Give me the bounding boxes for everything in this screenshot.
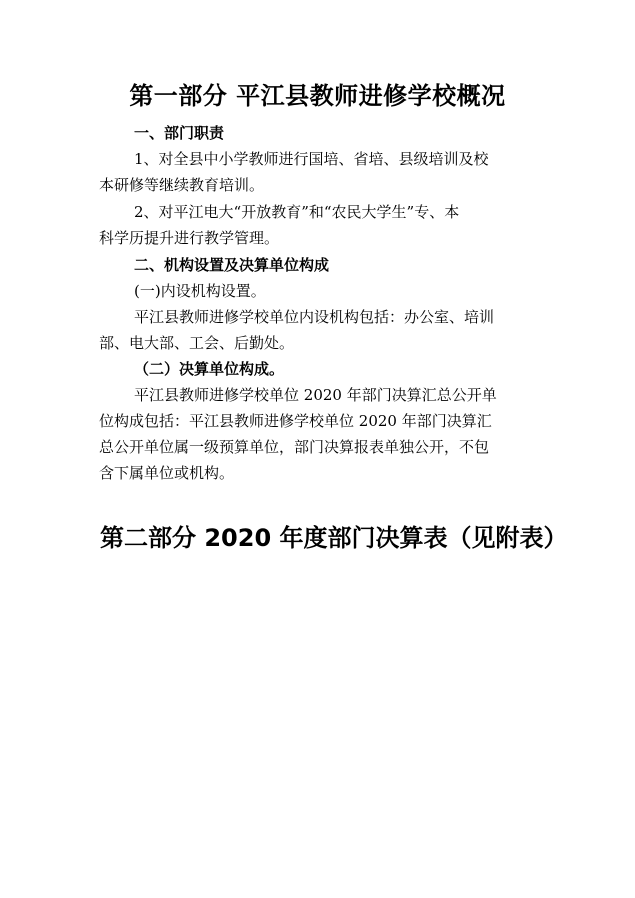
part1-title: 第一部分 平江县教师进修学校概况 (129, 82, 506, 110)
duty2-line2: 科学历提升进行教学管理。 (99, 229, 280, 247)
subsection2-line2: 位构成包括：平江县教师进修学校单位 2020 年部门决算汇 (99, 412, 492, 430)
duty1-line2: 本研修等继续教育培训。 (99, 176, 265, 194)
subsection1-line1: 平江县教师进修学校单位内设机构包括：办公室、培训 (134, 308, 495, 326)
subsection2-line1: 平江县教师进修学校单位 2020 年部门决算汇总公开单 (134, 386, 497, 404)
section1-heading: 一、部门职责 (134, 124, 225, 142)
part2-title: 第二部分 2020 年度部门决算表（见附表） (100, 524, 568, 552)
subsection2-heading: （二）决算单位构成。 (134, 360, 285, 378)
subsection2-line3: 总公开单位属一级预算单位，部门决算报表单独公开，不包 (99, 438, 490, 456)
subsection2-line4: 含下属单位或机构。 (99, 464, 235, 482)
section2-heading: 二、机构设置及决算单位构成 (134, 256, 330, 274)
duty2-line1: 2、对平江电大“开放教育”和“农民大学生”专、本 (134, 203, 460, 221)
subsection1-line2: 部、电大部、工会、后勤处。 (99, 334, 295, 352)
duty1-line1: 1、对全县中小学教师进行国培、省培、县级培训及校 (134, 150, 489, 168)
subsection1-heading: (一)内设机构设置。 (134, 282, 266, 300)
